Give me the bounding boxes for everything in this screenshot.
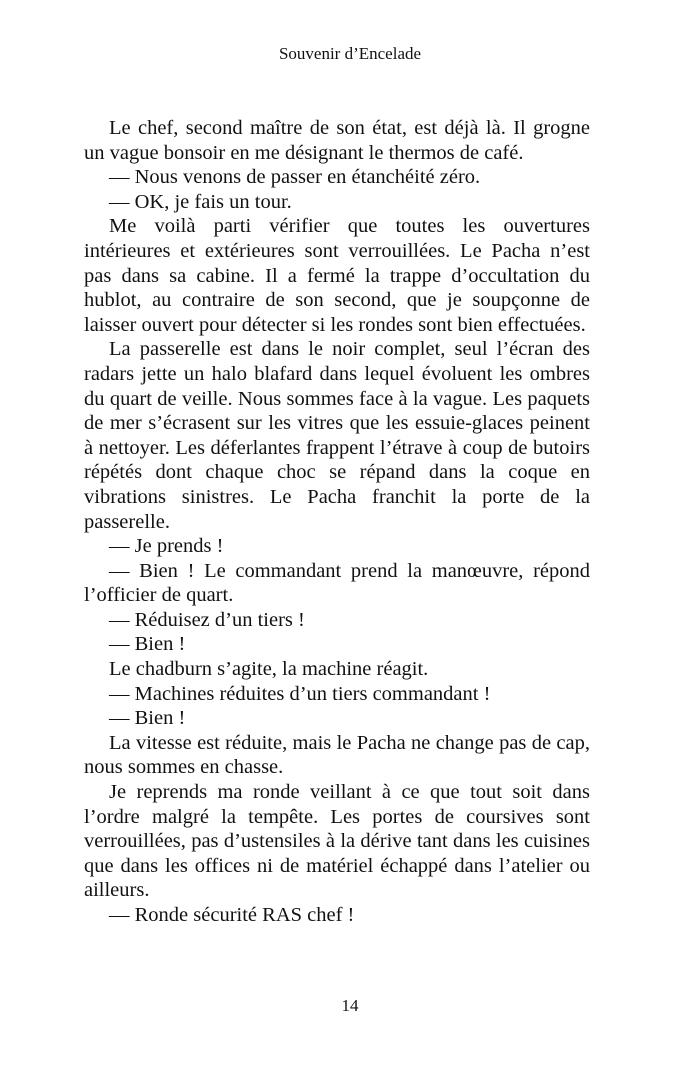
paragraph: Le chadburn s’agite, la machine réagit. xyxy=(109,658,429,681)
running-head: Souvenir d’Encelade xyxy=(278,44,422,63)
page-number: 14 xyxy=(341,996,359,1015)
paragraph: Le chef, second maître de son état, est déjà là. Il grogne un vague bonsoir en me désignant le thermos de café. xyxy=(84,117,590,164)
paragraph: — OK, je fais un tour. xyxy=(109,190,292,213)
paragraph: — Ronde sécurité RAS chef ! xyxy=(109,904,355,926)
paragraph: Me voilà parti vérifier que toutes les ouvertures intérieures et extérieures sont verrouillées. Le Pacha n’est pas dans sa cabine. Il a fermé la trappe d’occultation du hublot, au contraire de son second, que je soupçonne de laisser ouvert pour détecter si les rondes sont bien effectuées. xyxy=(84,215,590,336)
paragraph: — Je prends ! xyxy=(109,535,224,558)
paragraph: Je reprends ma ronde veillant à ce que tout soit dans l’ordre malgré la tempête. Les portes de coursives sont verrouillées, pas d’ustensiles à la dérive tant dans les cuisines que dans les offices ni de matériel échappé dans l’atelier ou ailleurs. xyxy=(84,781,590,902)
paragraph: — Réduisez d’un tiers ! xyxy=(109,608,305,631)
paragraph: — Bien ! xyxy=(109,707,186,730)
paragraph: La passerelle est dans le noir complet, seul l’écran des radars jette un halo blafard dans lequel évoluent les ombres du quart de veille. Nous sommes face à la vague. Les paquets de mer s’écrasent sur les vitres que les essuie-glaces peinent à nettoyer. Les déferlantes frappent l’étrave à coup de butoirs répétés dont chaque choc se répand dans la coque en vibrations sinistres. Le Pacha franchit la porte de la passerelle. xyxy=(84,338,590,533)
paragraph: — Nous venons de passer en étanchéité zéro. xyxy=(109,166,481,189)
paragraph: La vitesse est réduite, mais le Pacha ne change pas de cap, nous sommes en chasse. xyxy=(84,731,590,779)
paragraph: — Bien ! Le commandant prend la manœuvre, répond l’officier de quart. xyxy=(84,559,590,607)
paragraph: — Bien ! xyxy=(109,633,186,656)
paragraph: — Machines réduites d’un tiers commandant ! xyxy=(109,682,491,705)
body-text xyxy=(84,116,590,928)
